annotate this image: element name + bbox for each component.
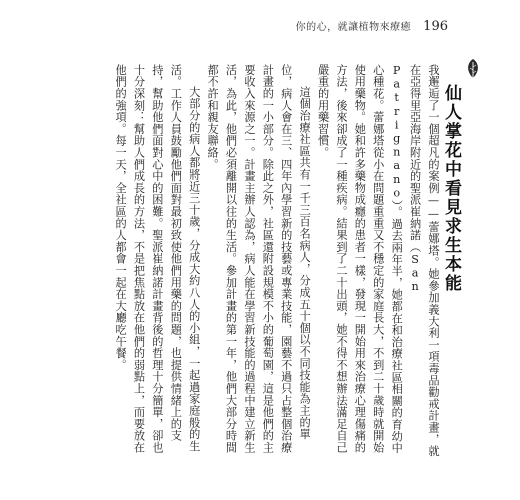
body-text — [82, 64, 442, 459]
paragraph-2: 這個治療社區共有一千三百名病人，分成五十個以不同技能為主的單位，病人會在三、四年內學習新的技藝或專業技能，園藝不過只占整個治療計畫的一小部分。除此之外，社區還附設規模不小的葡萄園，這是他們的主要收入來源之一。計畫主辦人認為，病人能在學習新技能的過程中建立新生活，為此，他們必須離開以往的生活。參加計畫的第一年，他們大部分時間都不許和親友聯絡。 — [206, 64, 312, 454]
running-head: 你的心，就讓植物來療癒 — [295, 22, 412, 33]
page-number: 196 — [423, 19, 448, 34]
paragraph-3: 大部分的病人都將近三十歲，分成大約八人的小組，一起過家庭般的生活。工作人員鼓勵他們面對最初致使他們用藥的問題，也提供情緒上的支持，幫助他們面對心中的困難。聖派崔納諾計畫背後的哲理十分簡單，卻也十分深刻：幫助人們成長的方法，不是把焦點放在他們的弱點上，而要放在他們的強項。每一天，全社區的人都會一起在大廳吃午餐。 — [114, 64, 201, 454]
page-header — [296, 18, 448, 34]
chapter-heading — [439, 58, 482, 293]
leaf-icon — [464, 58, 482, 80]
paragraph-1: 我邂逅了一個超凡的案例——蕾娜塔。她參加義大利一項毒品勸戒計畫，就在亞得里亞海岸附近的聖派崔納諾（San Patrignano）。過去兩年半，她都在和治療社區相關的育幼中心種花。蕾娜塔從小在問題重重又不穩定的家庭長大，不到二十歲時就開始使用藥物。她和許多藥物成癮的患者一樣，發現一開始用來治療心理傷痛的方法，後來卻成了一種疾病。結果到了二十出頭，她不得不想辦法滿足自己嚴重的用藥習慣。 — [316, 64, 440, 457]
chapter-title: 仙人掌花中看見求生本能 — [441, 84, 461, 293]
